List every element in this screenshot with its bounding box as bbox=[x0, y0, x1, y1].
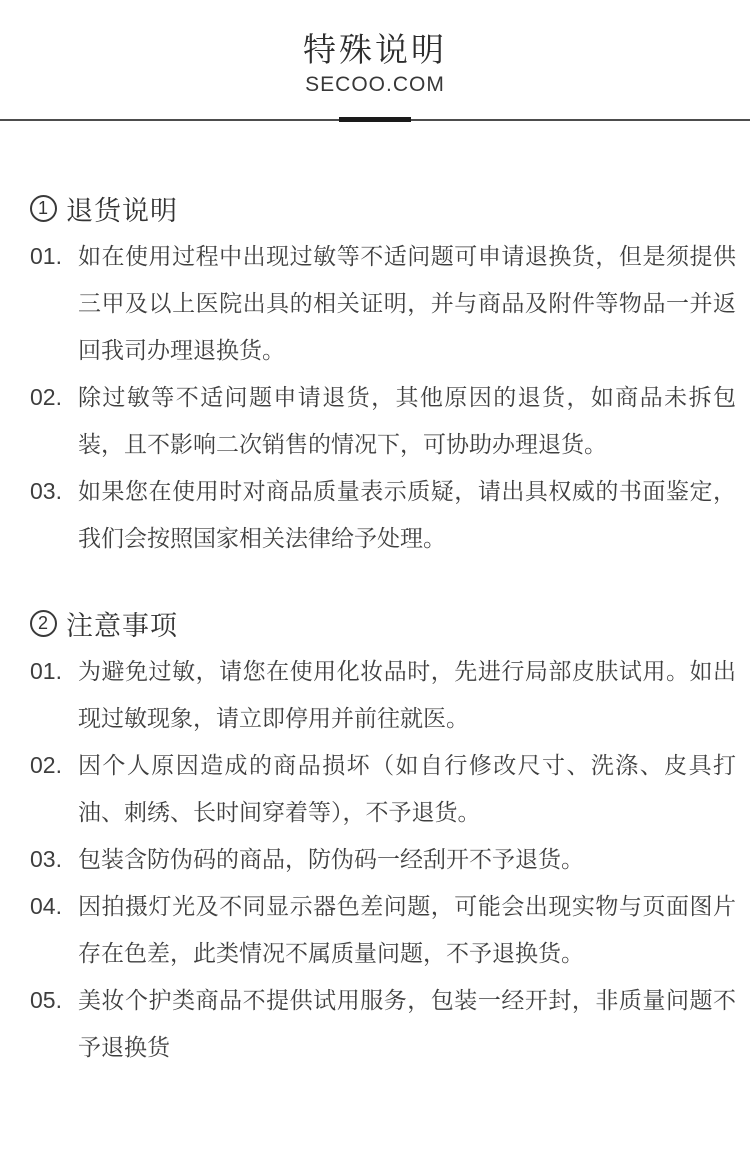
section-heading-precautions bbox=[30, 608, 736, 639]
return-policy-list bbox=[30, 233, 736, 562]
section-heading-text: 退货说明 bbox=[66, 195, 178, 226]
content bbox=[0, 193, 750, 1071]
list-item bbox=[30, 648, 736, 742]
item-text: 美妆个护类商品不提供试用服务，包装一经开封，非质量问题不予退换货 bbox=[78, 986, 736, 1060]
item-text: 因个人原因造成的商品损坏（如自行修改尺寸、洗涤、皮具打油、刺绣、长时间穿着等），不予退货。 bbox=[78, 751, 736, 825]
precautions-list bbox=[30, 648, 736, 1071]
item-text: 为避免过敏，请您在使用化妆品时，先进行局部皮肤试用。如出现过敏现象，请立即停用并前往就医。 bbox=[78, 657, 736, 731]
header-divider bbox=[0, 117, 750, 122]
brand-domain: SECOO.COM bbox=[305, 72, 445, 96]
divider-accent-bar bbox=[339, 117, 411, 122]
item-number: 05. bbox=[30, 986, 62, 1013]
list-item bbox=[30, 836, 736, 883]
item-number: 03. bbox=[30, 477, 62, 504]
item-text: 因拍摄灯光及不同显示器色差问题，可能会出现实物与页面图片存在色差，此类情况不属质量问题，不予退换货。 bbox=[78, 892, 736, 966]
item-text: 如果您在使用时对商品质量表示质疑，请出具权威的书面鉴定，我们会按照国家相关法律给予处理。 bbox=[78, 477, 736, 551]
list-item bbox=[30, 374, 736, 468]
section-heading-text: 注意事项 bbox=[66, 610, 178, 641]
item-number: 02. bbox=[30, 383, 62, 410]
header bbox=[0, 0, 750, 95]
list-item bbox=[30, 742, 736, 836]
page-title: 特殊说明 bbox=[303, 31, 447, 68]
section-heading-return-policy bbox=[30, 193, 736, 224]
item-number: 03. bbox=[30, 845, 62, 872]
circled-number-2-icon: 2 bbox=[30, 610, 57, 637]
list-item bbox=[30, 977, 736, 1071]
item-text: 包装含防伪码的商品，防伪码一经刮开不予退货。 bbox=[78, 845, 584, 872]
item-number: 04. bbox=[30, 892, 62, 919]
list-item bbox=[30, 468, 736, 562]
circled-number-1-icon: 1 bbox=[30, 195, 57, 222]
section-precautions bbox=[30, 608, 736, 1071]
section-return-policy bbox=[30, 193, 736, 562]
item-number: 01. bbox=[30, 242, 62, 269]
list-item bbox=[30, 883, 736, 977]
item-number: 02. bbox=[30, 751, 62, 778]
item-number: 01. bbox=[30, 657, 62, 684]
item-text: 如在使用过程中出现过敏等不适问题可申请退换货，但是须提供三甲及以上医院出具的相关证明，并与商品及附件等物品一并返回我司办理退换货。 bbox=[78, 242, 736, 363]
list-item bbox=[30, 233, 736, 374]
item-text: 除过敏等不适问题申请退货，其他原因的退货，如商品未拆包装，且不影响二次销售的情况下，可协助办理退货。 bbox=[78, 383, 736, 457]
